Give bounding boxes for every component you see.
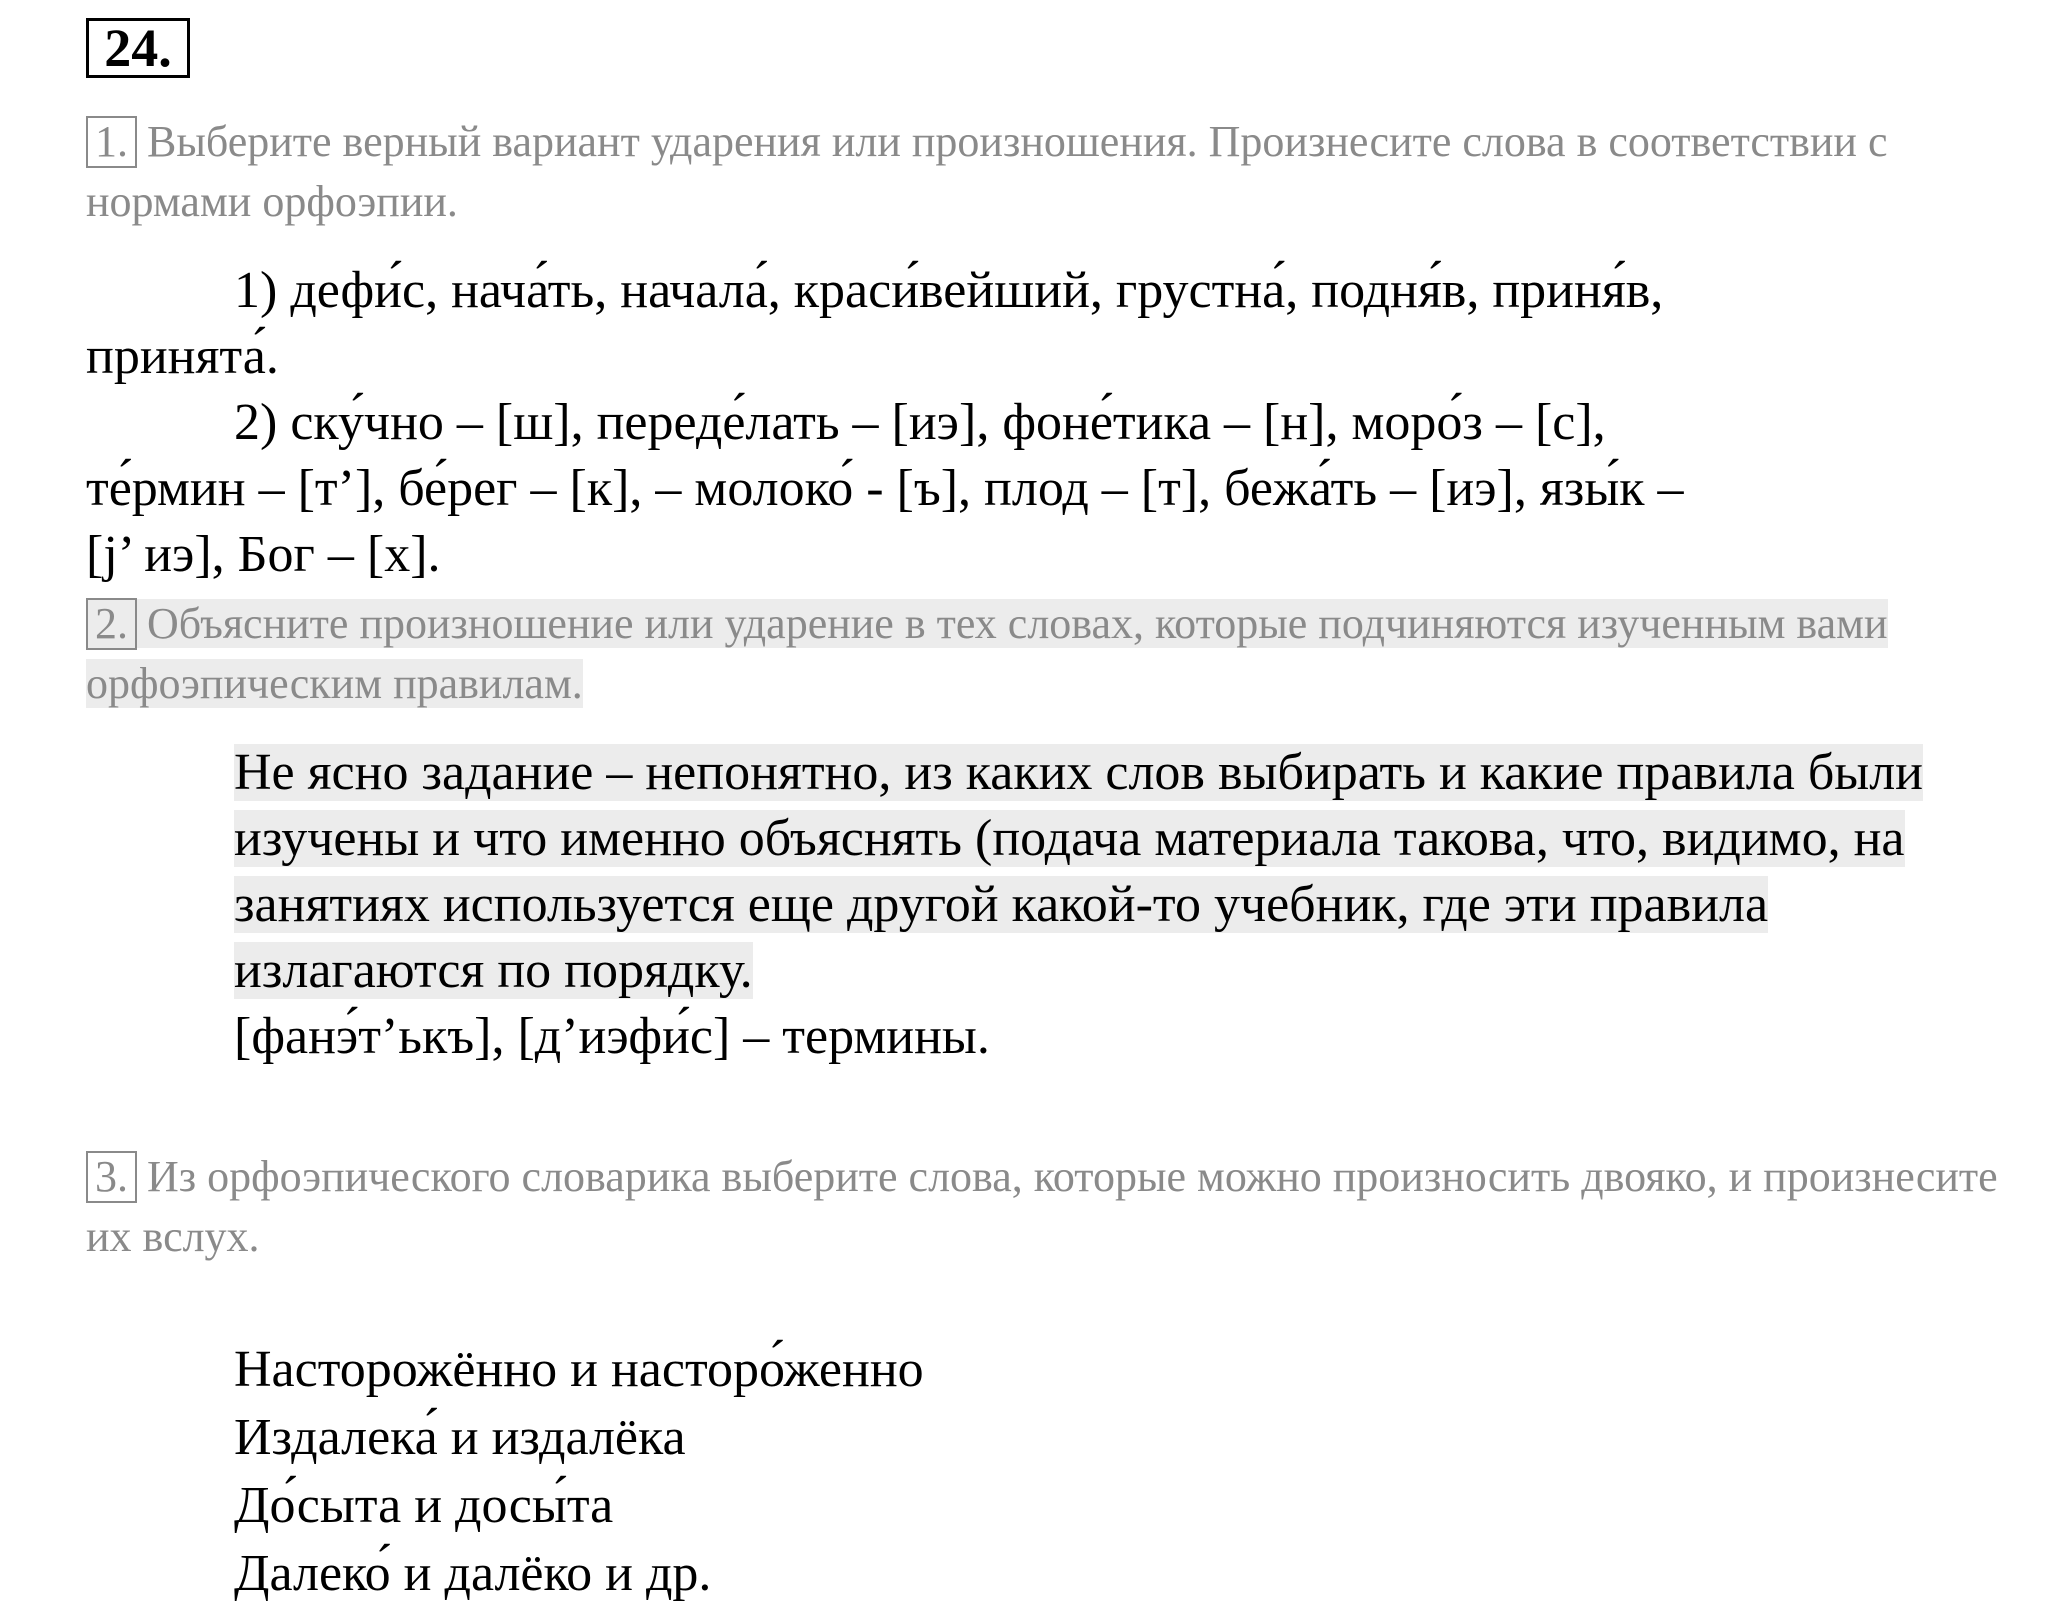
answer-2 (86, 740, 1996, 1070)
answer-2-note: Не ясно задание – непонятно, из каких слов выбирать и какие правила были изучены и что именно объяснять (подача материала такова, что, видимо, на занятиях используется еще другой какой-то учебник, где эти правила излагаются по порядку. (234, 744, 1923, 999)
answer-3-item: Издалека́ и издалёка (234, 1409, 686, 1466)
answer-3-list (234, 1336, 924, 1608)
answer-1-line-1: 1) дефи́с, нача́ть, начала́, краси́вейший, грустна́, подня́в, приня́в, (234, 262, 1664, 319)
answer-1-line-2: принята́. (86, 328, 279, 385)
answer-3-item: До́сыта и досы́та (234, 1477, 614, 1534)
answer-1-line-3: 2) ску́чно – [ш], переде́лать – [иэ], фоне́тика – [н], моро́з – [с], (234, 394, 1606, 451)
task-2 (86, 594, 2046, 714)
answer-3-item: Далеко́ и далёко и др. (234, 1545, 712, 1602)
answer-2-terms: [фанэ́т’ькъ], [д’иэфи́с] – термины. (234, 1008, 990, 1065)
answer-3-item: Насторожённо и насторо́женно (234, 1341, 924, 1398)
task-1 (86, 112, 2046, 232)
task-1-text: Выберите верный вариант ударения или произношения. Произнесите слова в соответствии с нормами орфоэпии. (86, 117, 1888, 226)
task-3 (86, 1147, 2046, 1267)
task-2-number: 2. (86, 598, 137, 650)
task-1-number: 1. (86, 116, 137, 168)
exercise-number: 24. (86, 18, 190, 78)
answer-1-line-4: те́рмин – [т’], бе́рег – [к], – молоко́ - [ъ], плод – [т], бежа́ть – [иэ], язы́к – (86, 460, 1684, 517)
task-2-text: Объясните произношение или ударение в тех словах, которые подчиняются изученным вами орфоэпическим правилам. (86, 599, 1888, 708)
task-3-number: 3. (86, 1151, 137, 1203)
task-3-text: Из орфоэпического словарика выберите слова, которые можно произносить двояко, и произнесите их вслух. (86, 1152, 1998, 1261)
answer-1-line-5: [j’ иэ], Бог – [х]. (86, 526, 441, 583)
